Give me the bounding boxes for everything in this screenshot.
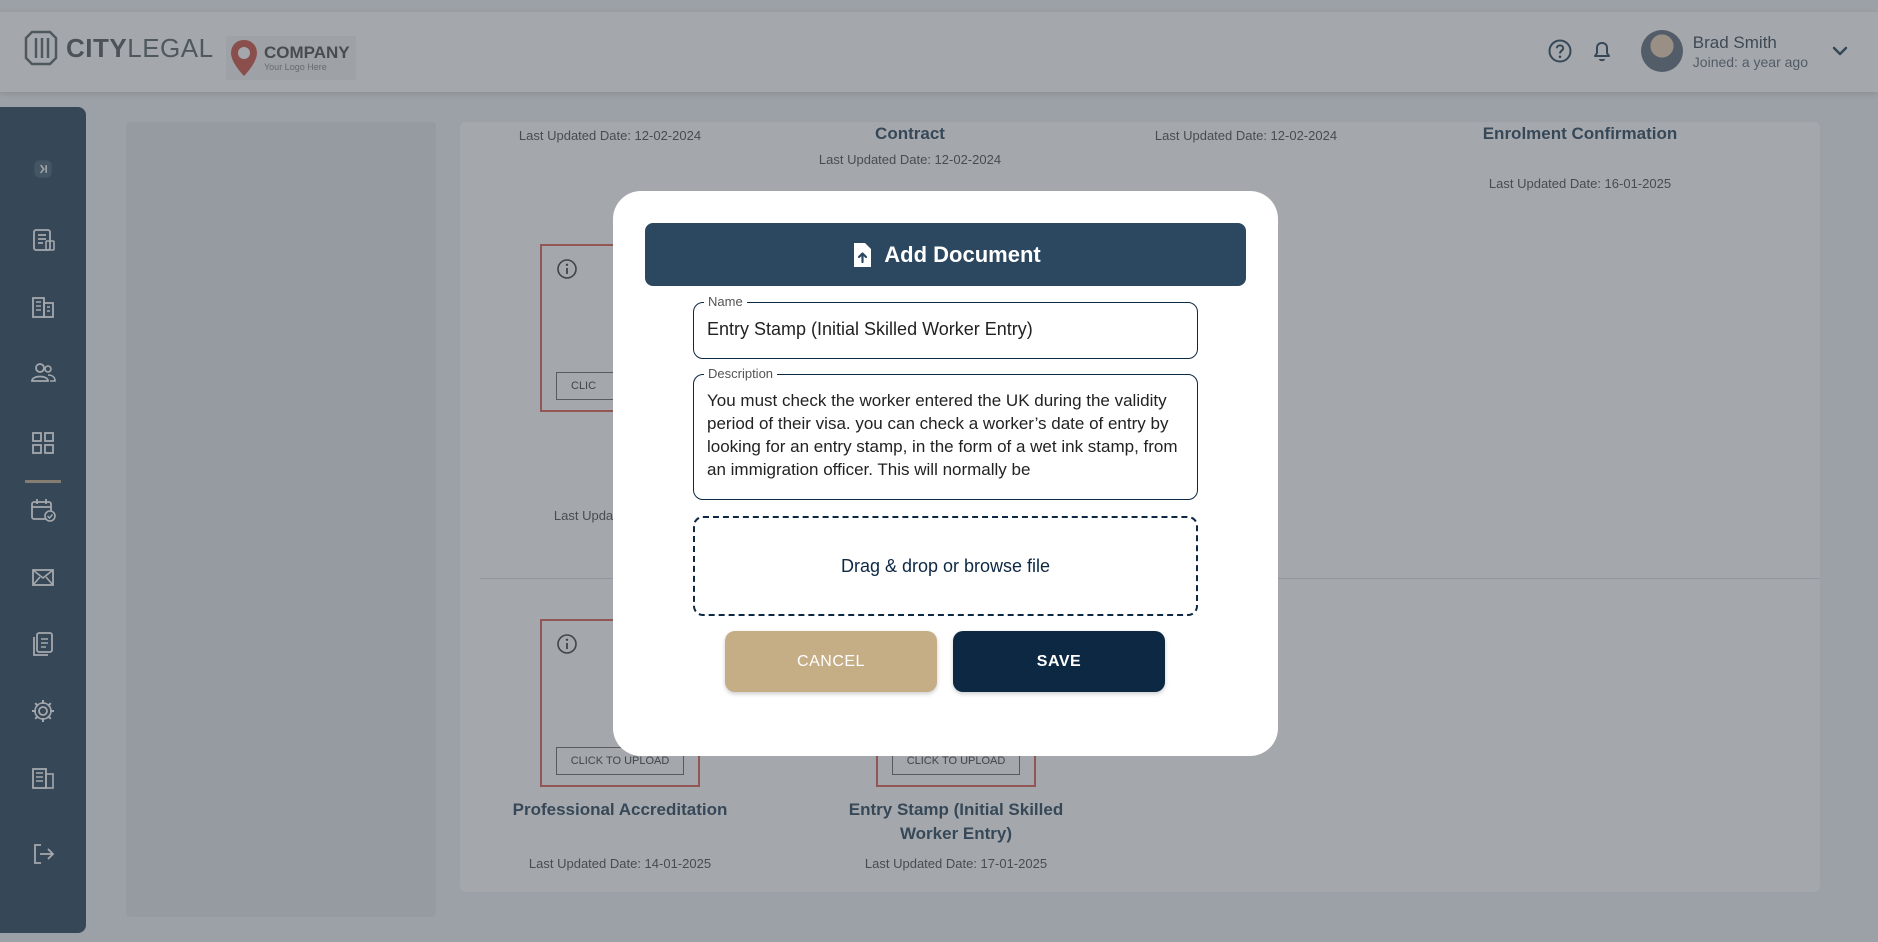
add-document-modal [613, 191, 1278, 756]
file-upload-icon [850, 241, 874, 269]
description-label: Description [704, 366, 777, 381]
modal-title: Add Document [884, 241, 1041, 267]
file-dropzone[interactable] [693, 516, 1198, 616]
name-input[interactable]: Entry Stamp (Initial Skilled Worker Entry) [707, 319, 1033, 339]
cancel-button[interactable]: CANCEL [725, 631, 937, 692]
dropzone-text: Drag & drop or browse file [840, 555, 1051, 576]
name-label: Name [704, 294, 747, 309]
description-textarea[interactable]: You must check the worker entered the UK during the validity period of their visa. you can check a worker’s date of entry by looking for an entry stamp, in the form of a wet ink stamp, from an immigration officer. This will normally be [707, 391, 1178, 479]
name-field[interactable] [693, 294, 1198, 359]
description-field[interactable] [693, 366, 1198, 500]
modal-header [645, 223, 1246, 286]
save-button[interactable]: SAVE [953, 631, 1165, 692]
